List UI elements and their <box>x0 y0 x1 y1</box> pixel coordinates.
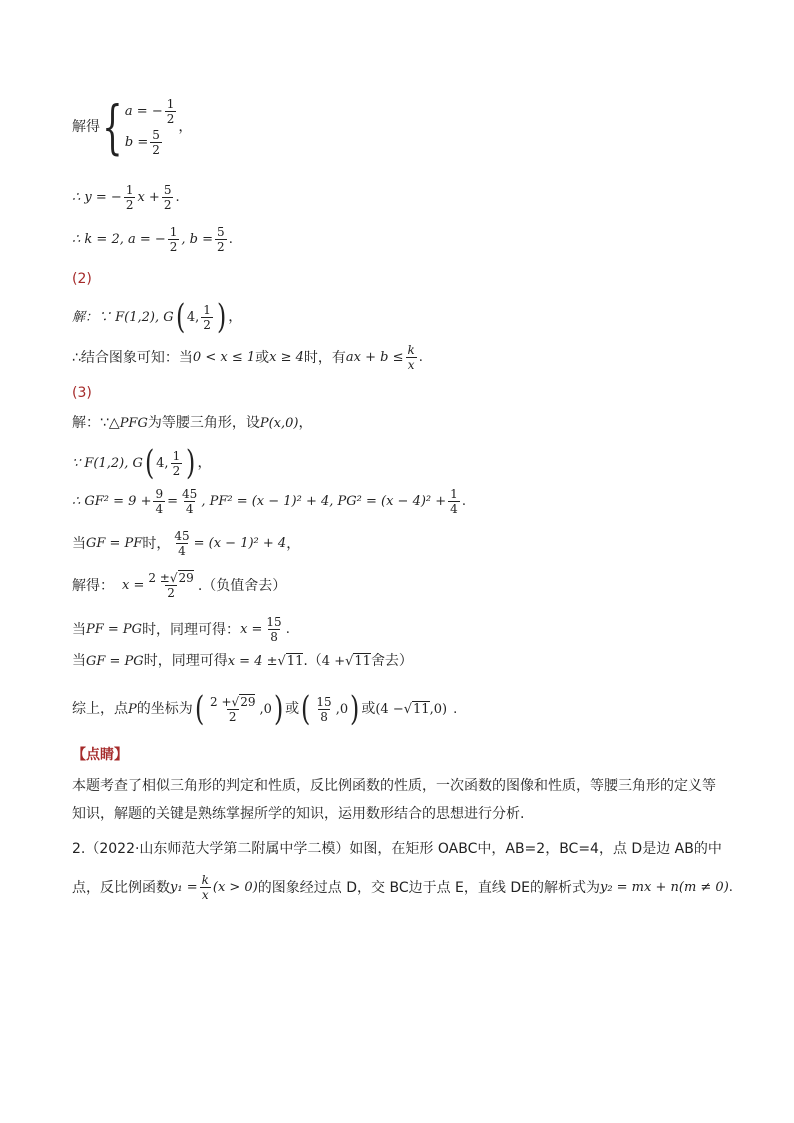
equation-system <box>125 98 178 156</box>
p3-l4-cond: GF = PF <box>86 536 143 551</box>
k-mid: , b = <box>181 232 214 247</box>
part3-line5 <box>72 572 286 599</box>
eq-b-lhs: b = <box>124 135 149 150</box>
p3-l8-or2: 或 <box>361 701 376 717</box>
k-prefix: ∴ k = 2, a = − <box>72 232 166 247</box>
y-eq-frac2: $\frac{5}{2}$ <box>163 183 172 212</box>
eq-a-fraction: $\frac{1}{2}$ <box>166 97 175 126</box>
p3-l7-cond: GF = PG <box>86 653 144 669</box>
p3-l1-p: P(x,0) <box>259 415 299 431</box>
p3-l3-end: . <box>461 494 466 509</box>
p3-l6-end: . <box>285 622 290 637</box>
p3-l6-a: 当 <box>72 621 86 638</box>
p2q-y1: y₁ = <box>170 880 198 895</box>
p3-l4-frac: $\frac{45}{4}$ <box>174 529 190 558</box>
part3-line8 <box>72 689 458 729</box>
p3-l7-end-b: 4 + <box>321 653 346 669</box>
left-paren: ( <box>175 297 185 337</box>
line-y-equation <box>72 184 180 211</box>
p3-l2-inner: 4, <box>156 455 169 471</box>
system-brace: { <box>102 93 123 161</box>
p3-l8-p3a: (4 − <box>375 701 404 717</box>
p2-l2-frac: $\frac{k}{x}$ <box>407 343 415 372</box>
p3-l1-b: 为等腰三角形，设 <box>147 415 260 431</box>
k-end: . <box>228 232 233 247</box>
p3-l5-x: x = <box>122 578 145 593</box>
p3-l7-b: 时，同理可得 <box>143 653 228 669</box>
y-eq-prefix: ∴ y = − <box>72 190 122 205</box>
p3-l3-frac1: $\frac{9}{4}$ <box>155 487 164 516</box>
p3-l6-cond: PF = PG <box>86 622 143 637</box>
y-eq-mid: x + <box>137 190 160 205</box>
p3-l1-pfg: PFG <box>119 415 148 431</box>
p3-l7-sqrt2: √11 <box>345 653 371 669</box>
p3-l8-frac2: $\frac{15}{8}$ <box>316 694 332 724</box>
solve-label: 解得 <box>72 119 100 135</box>
left-paren: ( <box>194 689 205 729</box>
p3-l8-end: . <box>453 701 458 717</box>
part3-label: (3) <box>72 385 92 401</box>
right-paren: ) <box>350 689 360 729</box>
comment-text: 本题考查了相似三角形的判定和性质，反比例函数的性质，一次函数的图像和性质，等腰三角形的定义等知识，解题的关键是熟练掌握所学的知识，运用数形结合的思想进行分析. <box>72 778 716 822</box>
part3-line1 <box>72 416 312 430</box>
p2-l2-ineq1: 0 < x ≤ 1 <box>192 350 256 365</box>
p3-l4-a: 当 <box>72 535 86 552</box>
p3-l8-c2: ,0 <box>335 701 349 717</box>
problem2-line2 <box>72 874 733 901</box>
p3-l2-frac: $\frac{1}{2}$ <box>172 448 181 478</box>
p3-l7-end-a: .（ <box>303 653 322 669</box>
p2q-y2: y₂ = mx + n(m ≠ 0) <box>599 880 729 895</box>
part3-line3 <box>72 488 466 515</box>
p3-l7-end-c: 舍去） <box>370 653 413 669</box>
problem2-line1 <box>72 842 722 856</box>
p3-l3-frac3: $\frac{1}{4}$ <box>450 487 458 516</box>
y-eq-end: . <box>175 190 180 205</box>
line-k-values <box>72 226 233 253</box>
right-paren: ) <box>186 443 196 483</box>
p3-l1-a: 解：∵△ <box>72 415 120 431</box>
p2-l2-end: . <box>418 350 423 365</box>
p2-l1-frac: $\frac{1}{2}$ <box>203 302 211 332</box>
p3-l8-a: 综上，点 <box>72 701 128 717</box>
eq-a-lhs: a = − <box>124 104 163 119</box>
part2-line2 <box>72 344 423 371</box>
part2-line1 <box>72 297 243 337</box>
p3-l4-rest: = (x − 1)² + 4 <box>193 536 287 551</box>
p3-l8-p3b: ,0) <box>429 701 448 717</box>
p3-l3-frac2: $\frac{45}{4}$ <box>182 487 198 516</box>
p2-l1-prefix: 解：∵ F(1,2), G <box>72 309 174 325</box>
p3-l3-prefix: ∴ GF² = 9 + <box>72 494 152 509</box>
p3-l5-frac: $\frac{2 \pm√29}{2}$ <box>148 571 194 600</box>
p3-l4-end: ， <box>286 535 301 552</box>
left-paren: ( <box>144 443 155 483</box>
p3-l6-b: 时，同理可得： <box>142 621 241 638</box>
p3-l8-sqrt: √11 <box>403 701 430 717</box>
p3-l8-or1: 或 <box>285 701 300 717</box>
p2-l1-end: ， <box>228 309 243 325</box>
part3-line6 <box>72 616 290 643</box>
eq-b-fraction: $\frac{5}{2}$ <box>152 128 160 157</box>
part3-line2 <box>72 443 212 483</box>
p3-l8-b: 的坐标为 <box>136 701 193 717</box>
p2q-domain: (x > 0) <box>212 880 258 895</box>
p3-l5-end: .（负值舍去） <box>197 577 287 594</box>
right-paren: ) <box>216 297 227 337</box>
comma: ， <box>178 119 193 135</box>
p2-l2-ineq2: x ≥ 4 <box>269 350 304 365</box>
p3-l2-end: ， <box>197 455 212 471</box>
p3-l8-frac1: $\frac{2 +√29}{2}$ <box>210 694 256 724</box>
comment-heading: 【点睛】 <box>72 747 128 763</box>
p2-l2-or: 或 <box>255 349 270 366</box>
k-frac2: $\frac{5}{2}$ <box>217 225 225 254</box>
p3-l5-a: 解得： <box>72 577 114 594</box>
p2q-mid: 的图象经过点 D，交 BC边于点 E，直线 DE的解析式为 <box>257 879 600 896</box>
solution-system-line <box>72 93 193 161</box>
p2q-frac: $\frac{k}{x}$ <box>201 873 209 902</box>
k-frac1: $\frac{1}{2}$ <box>169 225 178 254</box>
p3-l4-b: 时， <box>142 535 171 552</box>
p3-l1-end: ， <box>298 415 313 431</box>
p2-l2-prefix: ∴结合图象可知：当 <box>72 349 193 366</box>
p3-l7-x: x = 4 ± <box>227 653 278 669</box>
p3-l6-frac: $\frac{15}{8}$ <box>266 615 282 644</box>
part3-line4 <box>72 530 300 557</box>
p3-l7-sqrt: √11 <box>277 653 304 669</box>
p3-l8-p: P <box>128 701 137 717</box>
p3-l6-x: x = <box>240 622 263 637</box>
p3-l8-c0: ,0 <box>259 701 272 717</box>
p2q-end: . <box>728 880 733 895</box>
p3-l3-eq: = <box>167 494 179 509</box>
right-paren: ) <box>273 689 284 729</box>
p2q-prefix: 点，反比例函数 <box>72 879 170 896</box>
p2-l2-ineq3: ax + b ≤ <box>345 350 404 365</box>
left-paren: ( <box>301 689 311 729</box>
part2-label: (2) <box>72 271 92 287</box>
p3-l3-mid: , PF² = (x − 1)² + 4, PG² = (x − 4)² + <box>201 494 447 509</box>
p2-l1-inner: 4, <box>186 309 200 325</box>
p3-l2-prefix: ∵ F(1,2), G <box>72 455 143 471</box>
part3-line7 <box>72 654 413 668</box>
p2-l2-then: 时，有 <box>303 349 346 366</box>
p3-l7-a: 当 <box>72 653 86 669</box>
problem2-statement: 2.（2022·山东师范大学第二附属中学二模）如图，在矩形 OABC中，AB=2，BC=4，点 D是边 AB的中 <box>72 841 722 857</box>
y-eq-frac1: $\frac{1}{2}$ <box>125 183 134 212</box>
